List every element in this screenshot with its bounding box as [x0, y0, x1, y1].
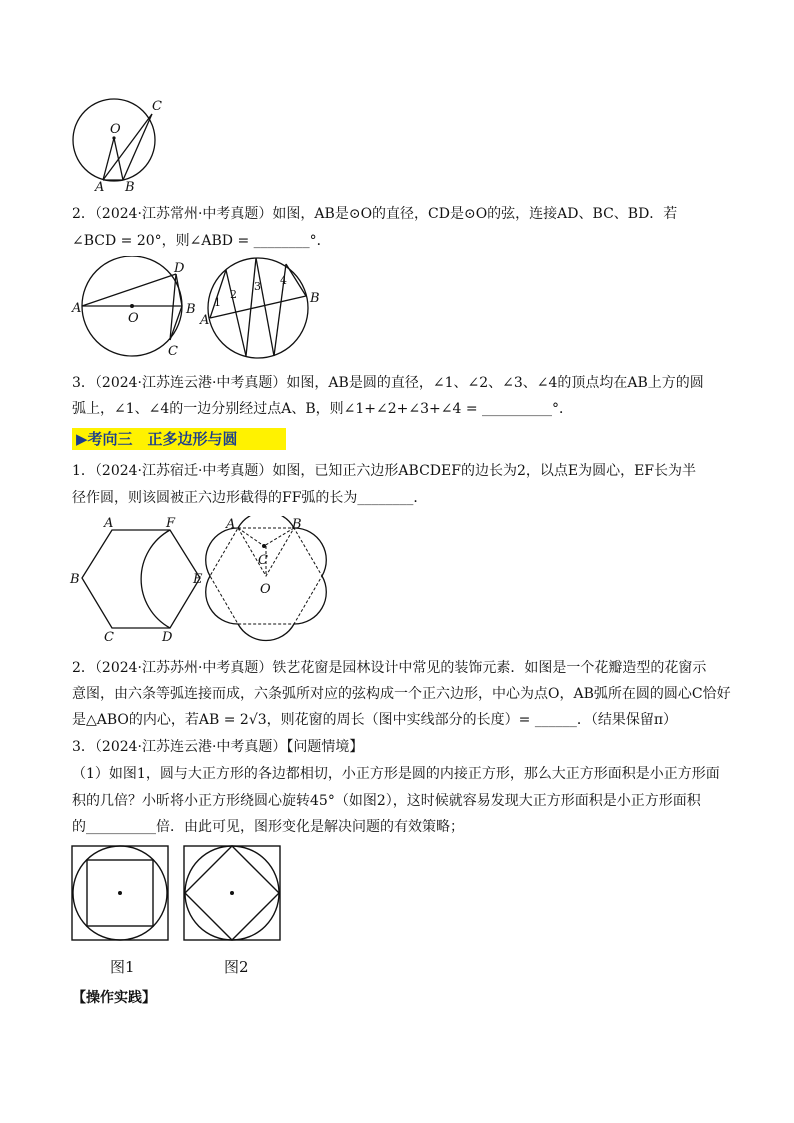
label-o: O [128, 311, 139, 326]
question-text: 2．（2024·江苏苏州·中考真题）铁艺花窗是园林设计中常见的装饰元素．如图是一个花瓣造型的花窗示 [72, 660, 707, 676]
label-angle-2: 2 [230, 288, 237, 301]
question-text: 的__________倍．由此可见，图形变化是解决问题的有效策略； [72, 819, 464, 835]
label-a: A [72, 301, 82, 316]
caption-figure-2: 图2 [224, 958, 249, 976]
question-text: 3．（2024·江苏连云港·中考真题）【问题情境】 [72, 739, 364, 755]
figure-circle-o [70, 256, 200, 360]
label-a: A [95, 180, 105, 194]
label-f: F [166, 516, 176, 531]
question-text: 意图，由六条等弧连接而成，六条弧所对应的弦构成一个正六边形，中心为点O，AB弧所在圆的圆心C恰好 [72, 686, 731, 702]
label-d: D [174, 261, 185, 276]
figure-2-rotated-square [183, 845, 283, 943]
question-text: 弧上，∠1、∠4的一边分别经过点A、B，则∠1+∠2+∠3+∠4 = __________°． [72, 401, 574, 417]
label-d: D [162, 630, 173, 644]
label-a: A [226, 517, 236, 532]
label-c: C [152, 99, 162, 114]
label-o: O [110, 122, 121, 137]
question-text: （1）如图1，圆与大正方形的各边都相切，小正方形是圆的内接正方形，那么大正方形面积是小正方形面 [72, 766, 720, 782]
question-text: 是△ABO的内心，若AB = 2√3，则花窗的周长（图中实线部分的长度）= ______．（结果保留π） [72, 712, 678, 728]
section-banner [72, 428, 286, 450]
label-angle-1: 1 [214, 296, 221, 309]
label-a: A [104, 516, 114, 531]
label-b: B [70, 572, 80, 587]
label-c: C [258, 553, 268, 568]
label-c: C [104, 630, 114, 644]
figure-flower-window [200, 516, 334, 644]
label-angle-3: 3 [254, 280, 261, 293]
label-b: B [310, 291, 320, 306]
label-o: O [260, 582, 271, 597]
figure-1-squares [71, 845, 171, 943]
triangle-icon: ▶ [76, 430, 88, 448]
label-e: E [193, 572, 203, 587]
question-text: 积的几倍？小昕将小正方形绕圆心旋转45°（如图2），这时候就容易发现大正方形面积是小正方形面积 [72, 793, 701, 809]
figure-top-circle [66, 98, 166, 194]
question-text: ∠BCD = 20°，则∠ABD = ________°． [72, 233, 331, 249]
label-b: B [186, 302, 196, 317]
question-text: 1．（2024·江苏宿迁·中考真题）如图，已知正六边形ABCDEF的边长为2，以点E为圆心，EF长为半 [72, 463, 697, 479]
label-b: B [292, 517, 302, 532]
label-angle-4: 4 [280, 274, 287, 287]
question-text: 3．（2024·江苏连云港·中考真题）如图，AB是圆的直径，∠1、∠2、∠3、∠4的顶点均在AB上方的圆 [72, 375, 704, 391]
question-text: 2．（2024·江苏常州·中考真题）如图，AB是⊙O的直径，CD是⊙O的弦，连接AD、BC、BD．若 [72, 206, 678, 222]
figure-angles-circle [196, 256, 326, 360]
label-b: B [125, 180, 135, 194]
label-c: C [168, 344, 178, 359]
figure-hexagon [66, 516, 206, 644]
label-a: A [200, 313, 210, 328]
section-title: 考向三 正多边形与圆 [87, 430, 238, 448]
caption-figure-1: 图1 [110, 958, 135, 976]
question-text: 径作圆，则该圆被正六边形截得的FF弧的长为________． [72, 490, 428, 506]
section-heading: 【操作实践】 [72, 990, 156, 1006]
